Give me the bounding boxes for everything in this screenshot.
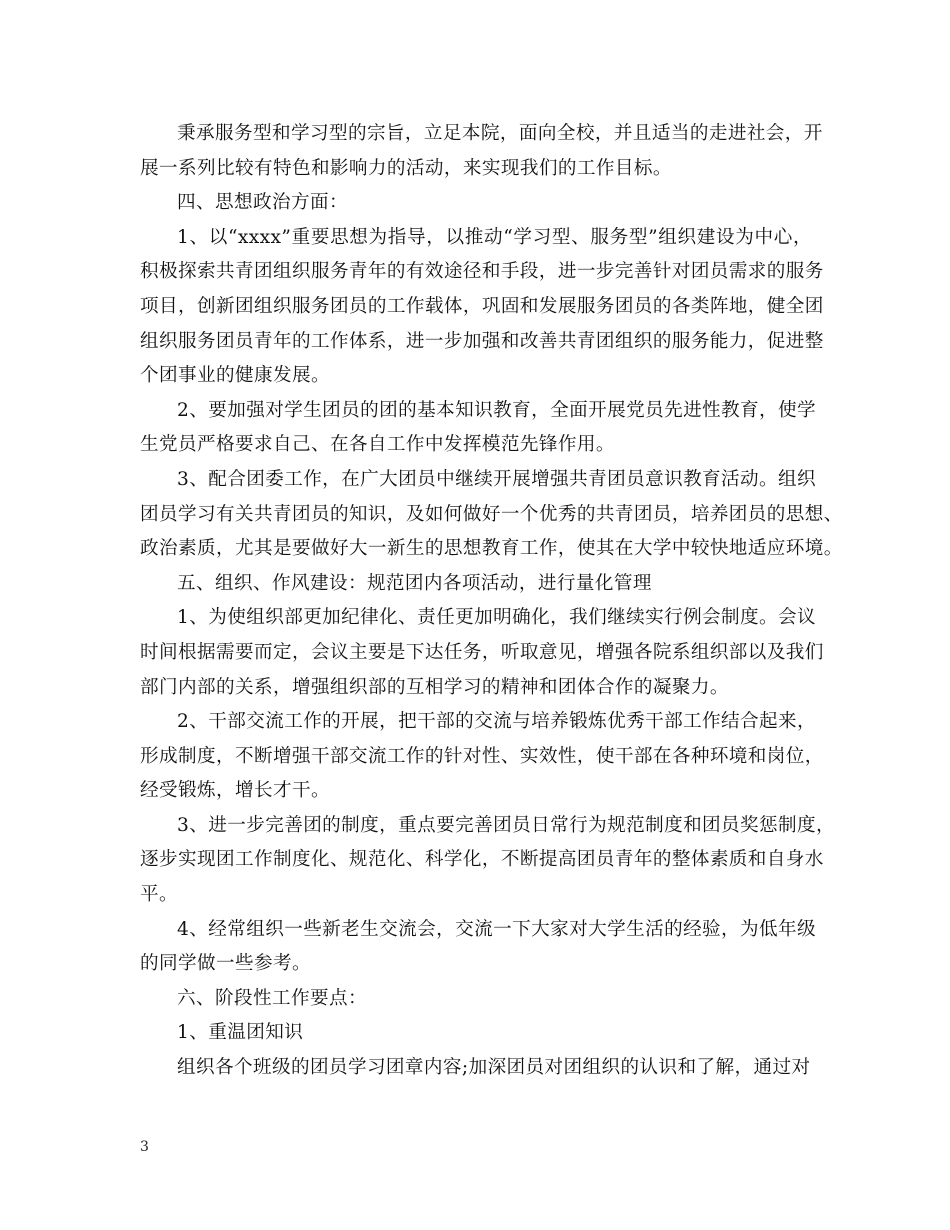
paragraph-line: 团员学习有关共青团员的知识，及如何做好一个优秀的共青团员，培养团员的思想、 — [140, 503, 843, 525]
paragraph-line: 1、以“xxxx”重要思想为指导，以推动“学习型、服务型”组织建设为中心， — [177, 226, 812, 248]
paragraph — [140, 601, 824, 705]
paragraph — [140, 567, 812, 602]
paragraph — [140, 186, 812, 221]
paragraph-line: 秉承服务型和学习型的宗旨，立足本院，面向全校，并且适当的走进社会，开 — [177, 123, 823, 144]
paragraph-line: 组织服务团员青年的工作体系，进一步加强和改善共青团组织的服务能力，促进整 — [140, 330, 824, 352]
page-number: 3 — [140, 1139, 149, 1155]
paragraph — [140, 1051, 812, 1086]
paragraph-line: 2、干部交流工作的开展，把干部的交流与培养锻炼优秀干部工作结合起来， — [177, 711, 817, 733]
paragraph-line: 积极探索共青团组织服务青年的有效途径和手段，进一步完善针对团员需求的服务 — [140, 261, 824, 283]
paragraph-line: 形成制度，不断增强干部交流工作的针对性、实效性，使干部在各种环境和岗位， — [140, 745, 824, 767]
paragraph-line: 个团事业的健康发展。 — [140, 365, 330, 387]
document-body — [140, 117, 843, 1086]
paragraph-line: 1、重温团知识 — [177, 1022, 304, 1044]
paragraph — [140, 913, 817, 982]
paragraph — [140, 117, 823, 186]
paragraph-line: 四、思想政治方面： — [177, 192, 348, 214]
paragraph — [140, 982, 812, 1017]
paragraph-line: 2、要加强对学生团员的团的基本知识教育，全面开展党员先进性教育，使学 — [177, 399, 817, 421]
paragraph-line: 生党员严格要求自己、在各自工作中发挥模范先锋作用。 — [140, 434, 615, 456]
paragraph — [140, 221, 824, 394]
paragraph-line: 经受锻炼，增长才干。 — [140, 780, 330, 802]
paragraph-line: 3、进一步完善团的制度，重点要完善团员日常行为规范制度和团员奖惩制度， — [177, 814, 836, 836]
paragraph-line: 4、经常组织一些新老生交流会，交流一下大家对大学生活的经验，为低年级 — [177, 918, 817, 940]
paragraph-line: 的同学做一些参考。 — [140, 953, 311, 975]
paragraph — [140, 463, 843, 567]
paragraph-line: 时间根据需要而定，会议主要是下达任务，听取意见，增强各院系组织部以及我们 — [140, 641, 824, 663]
paragraph — [140, 705, 824, 809]
paragraph — [140, 809, 836, 913]
paragraph-line: 五、组织、作风建设：规范团内各项活动，进行量化管理 — [177, 572, 652, 594]
paragraph-line: 政治素质，尤其是要做好大一新生的思想教育工作，使其在大学中较快地适应环境。 — [140, 538, 843, 560]
paragraph-line: 逐步实现团工作制度化、规范化、科学化，不断提高团员青年的整体素质和自身水 — [140, 849, 824, 871]
paragraph-line: 展一系列比较有特色和影响力的活动，来实现我们的工作目标。 — [140, 157, 672, 179]
paragraph-line: 1、为使组织部更加纪律化、责任更加明确化，我们继续实行例会制度。会议 — [177, 607, 817, 629]
paragraph — [140, 1016, 812, 1051]
paragraph — [140, 394, 817, 463]
paragraph-line: 3、配合团委工作，在广大团员中继续开展增强共青团员意识教育活动。组织 — [177, 468, 817, 490]
paragraph-line: 六、阶段性工作要点： — [177, 987, 367, 1009]
paragraph-line: 组织各个班级的团员学习团章内容;加深团员对团组织的认识和了解，通过对 — [177, 1057, 811, 1079]
paragraph-line: 平。 — [140, 884, 178, 906]
paragraph-line: 部门内部的关系，增强组织部的互相学习的精神和团体合作的凝聚力。 — [140, 676, 729, 698]
paragraph-line: 项目，创新团组织服务团员的工作载体，巩固和发展服务团员的各类阵地，健全团 — [140, 295, 824, 317]
